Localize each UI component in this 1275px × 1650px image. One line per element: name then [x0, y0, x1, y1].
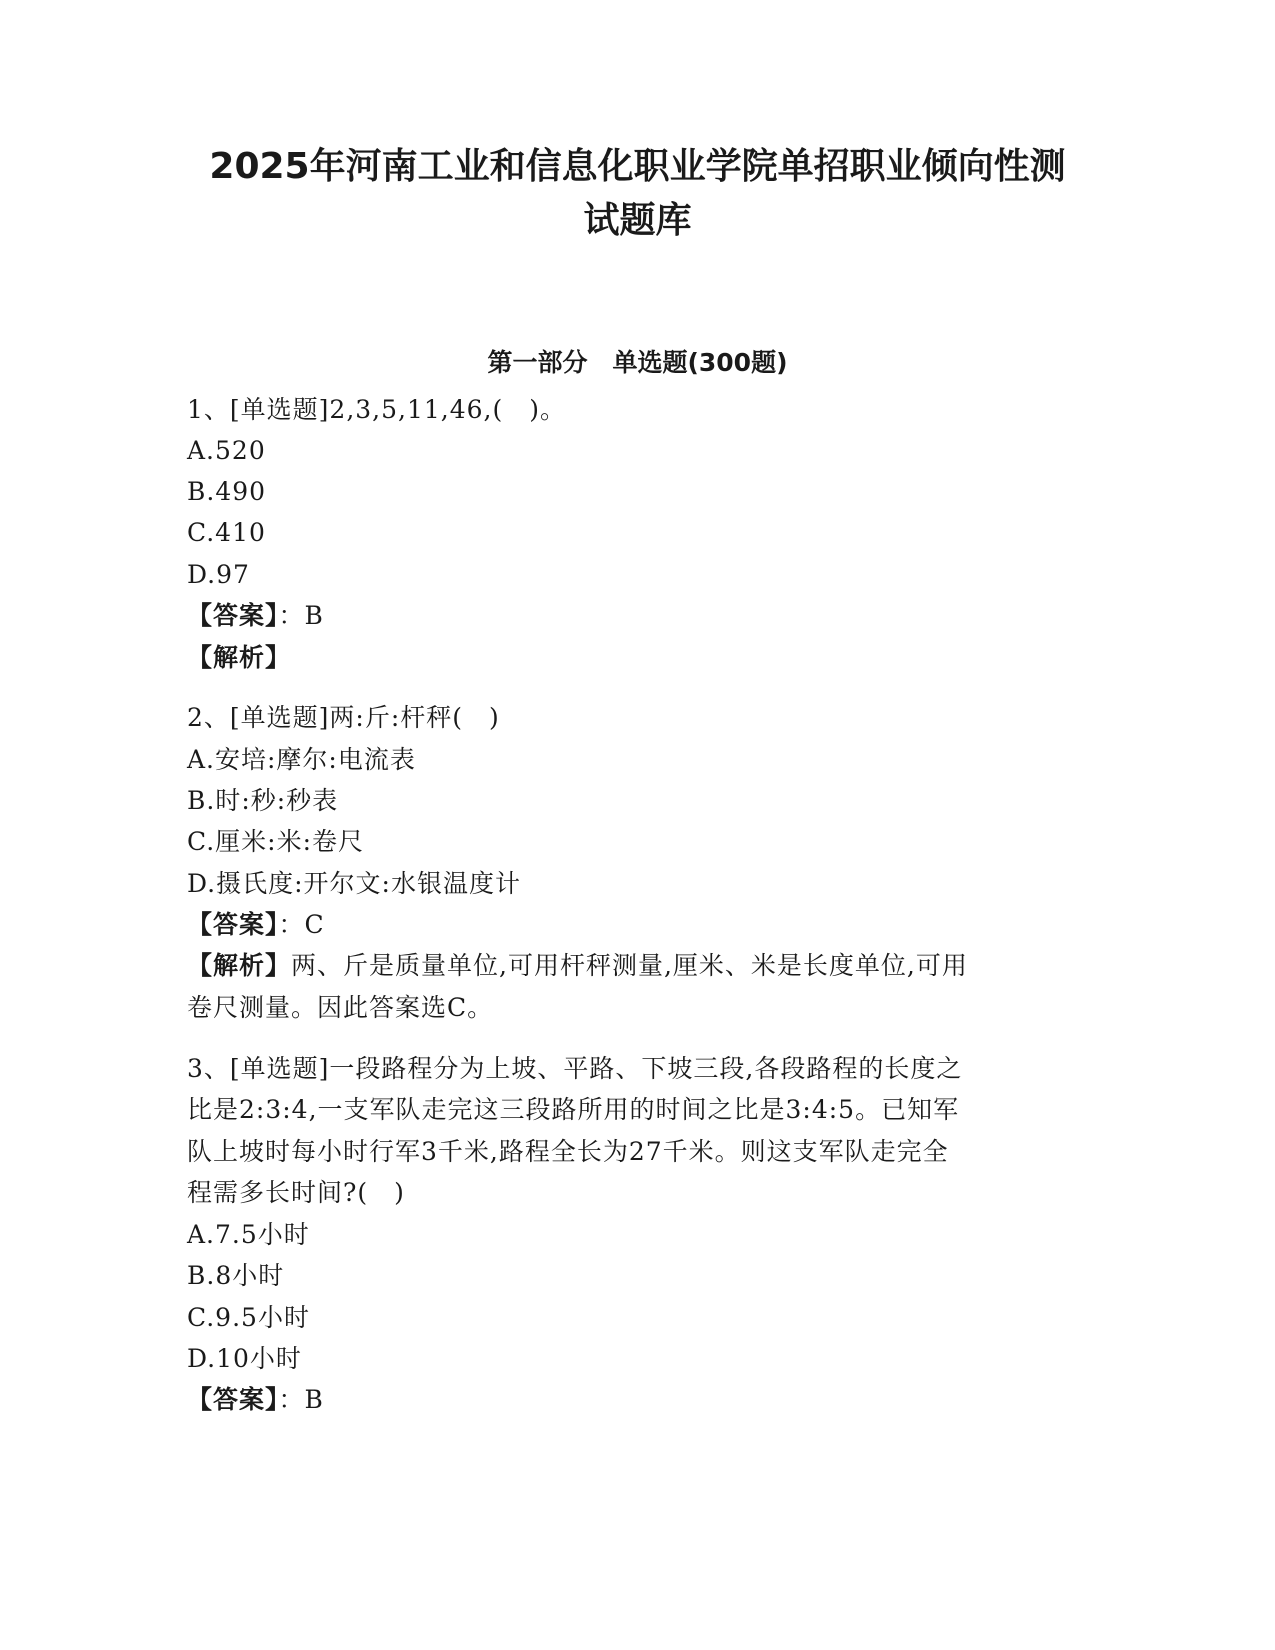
answer-label: 【答案】	[187, 1385, 279, 1414]
q2-analysis-cont: 卷尺测量。因此答案选C。	[187, 993, 494, 1022]
section-heading: 第一部分 单选题(300题)	[487, 348, 788, 377]
q3-stem-line-3: 队上坡时每小时行军3千米,路程全长为27千米。则这支军队走完全	[187, 1137, 949, 1166]
q3-option-d: D.10小时	[187, 1344, 302, 1373]
q1-answer	[187, 594, 1077, 637]
q1-option-b: B.490	[187, 477, 267, 506]
q2-option-c: C.厘米:米:卷尺	[187, 827, 365, 856]
q2-stem: 2、[单选题]两:斤:杆秤( )	[187, 703, 500, 732]
q3-option-b: B.8小时	[187, 1261, 285, 1290]
q3-stem-line-4: 程需多长时间?( )	[187, 1178, 405, 1207]
answer-value: ：C	[278, 910, 325, 939]
q3-option-c: C.9.5小时	[187, 1303, 310, 1332]
q2-analysis	[187, 944, 1077, 987]
q2-option-b: B.时:秒:秒表	[187, 786, 339, 815]
analysis-label: 【解析】	[187, 951, 292, 980]
q1-stem: 1、[单选题]2,3,5,11,46,( )。	[187, 395, 566, 424]
q1-option-a: A.520	[187, 436, 266, 465]
answer-label: 【答案】	[187, 601, 279, 630]
q1-option-d: D.97	[187, 560, 250, 589]
answer-label: 【答案】	[187, 910, 279, 939]
answer-value: ：B	[278, 1385, 324, 1414]
q3-stem-line-1: 3、[单选题]一段路程分为上坡、平路、下坡三段,各段路程的长度之	[187, 1054, 963, 1083]
q2-option-d: D.摄氏度:开尔文:水银温度计	[187, 869, 521, 898]
q2-answer	[187, 903, 1077, 946]
title-line-1: 2025年河南工业和信息化职业学院单招职业倾向性测	[209, 146, 1066, 187]
title-line-2: 试题库	[583, 200, 692, 241]
q3-answer	[187, 1378, 1077, 1421]
document-title	[150, 140, 1125, 248]
q3-stem-line-2: 比是2:3:4,一支军队走完这三段路所用的时间之比是3:4:5。已知军	[187, 1095, 960, 1124]
q1-analysis	[187, 636, 1077, 679]
q1-option-c: C.410	[187, 518, 266, 547]
q3-option-a: A.7.5小时	[187, 1220, 310, 1249]
analysis-label: 【解析】	[187, 643, 292, 672]
q2-option-a: A.安培:摩尔:电流表	[187, 745, 416, 774]
answer-value: ：B	[278, 601, 324, 630]
analysis-text: 两、斤是质量单位,可用杆秤测量,厘米、米是长度单位,可用	[291, 951, 968, 980]
